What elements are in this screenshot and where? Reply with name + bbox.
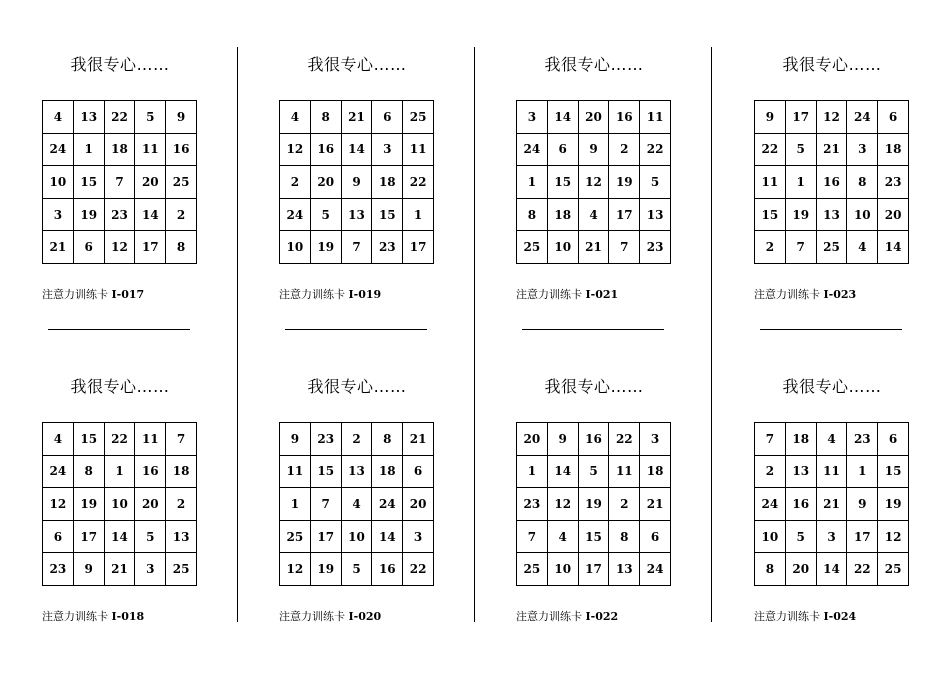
grid-cell: 24 — [755, 488, 786, 521]
grid-cell: 6 — [640, 520, 671, 553]
card-title: 我很专心…… — [307, 55, 407, 74]
grid-row — [280, 133, 434, 166]
grid-cell: 18 — [372, 166, 403, 199]
number-grid — [42, 422, 197, 586]
grid-cell: 8 — [310, 101, 341, 134]
training-card — [42, 48, 279, 370]
grid-cell: 25 — [517, 231, 548, 264]
grid-cell: 17 — [785, 101, 816, 134]
grid-cell: 7 — [310, 488, 341, 521]
grid-cell: 24 — [372, 488, 403, 521]
grid-cell: 16 — [578, 423, 609, 456]
grid-cell: 5 — [640, 166, 671, 199]
grid-row — [280, 231, 434, 264]
grid-cell: 7 — [609, 231, 640, 264]
grid-cell: 5 — [785, 520, 816, 553]
grid-cell: 12 — [878, 520, 909, 553]
grid-row — [517, 166, 671, 199]
grid-cell: 23 — [372, 231, 403, 264]
grid-cell: 4 — [43, 423, 74, 456]
grid-row — [755, 101, 909, 134]
card-separator-line — [285, 329, 427, 330]
grid-cell: 18 — [640, 455, 671, 488]
grid-cell: 23 — [104, 198, 135, 231]
grid-row — [280, 101, 434, 134]
grid-cell: 3 — [372, 133, 403, 166]
grid-cell: 20 — [578, 101, 609, 134]
grid-cell: 12 — [104, 231, 135, 264]
grid-cell: 9 — [280, 423, 311, 456]
grid-cell: 25 — [280, 520, 311, 553]
grid-cell: 4 — [547, 520, 578, 553]
grid-cell: 14 — [547, 101, 578, 134]
grid-row — [755, 198, 909, 231]
grid-cell: 7 — [517, 520, 548, 553]
grid-cell: 8 — [73, 455, 104, 488]
grid-cell: 13 — [166, 520, 197, 553]
grid-cell: 18 — [104, 133, 135, 166]
grid-cell: 21 — [816, 488, 847, 521]
grid-cell: 6 — [403, 455, 434, 488]
grid-cell: 10 — [341, 520, 372, 553]
grid-cell: 23 — [43, 553, 74, 586]
grid-cell: 3 — [816, 520, 847, 553]
grid-cell: 3 — [135, 553, 166, 586]
grid-cell: 1 — [280, 488, 311, 521]
grid-cell: 19 — [609, 166, 640, 199]
card-label-text: 注意力训练卡 — [516, 610, 582, 623]
grid-cell: 2 — [166, 198, 197, 231]
grid-cell: 18 — [547, 198, 578, 231]
grid-cell: 4 — [847, 231, 878, 264]
grid-cell: 11 — [280, 455, 311, 488]
grid-cell: 8 — [755, 553, 786, 586]
grid-cell: 3 — [517, 101, 548, 134]
grid-row — [755, 166, 909, 199]
grid-cell: 11 — [135, 133, 166, 166]
grid-cell: 25 — [403, 101, 434, 134]
grid-cell: 17 — [578, 553, 609, 586]
number-grid — [42, 100, 197, 264]
number-grid — [516, 422, 671, 586]
card-label-text: 注意力训练卡 — [42, 610, 108, 623]
grid-cell: 18 — [166, 455, 197, 488]
grid-cell: 7 — [166, 423, 197, 456]
grid-row — [43, 231, 197, 264]
grid-row — [755, 488, 909, 521]
grid-cell: 9 — [341, 166, 372, 199]
grid-cell: 8 — [517, 198, 548, 231]
grid-row — [755, 231, 909, 264]
grid-cell: 11 — [755, 166, 786, 199]
grid-cell: 22 — [847, 553, 878, 586]
grid-cell: 19 — [73, 488, 104, 521]
grid-cell: 2 — [609, 133, 640, 166]
grid-cell: 7 — [341, 231, 372, 264]
grid-cell: 6 — [878, 101, 909, 134]
grid-cell: 20 — [135, 488, 166, 521]
grid-row — [517, 455, 671, 488]
grid-cell: 15 — [310, 455, 341, 488]
card-code: I-024 — [823, 610, 857, 623]
card-label — [42, 286, 144, 302]
grid-cell: 1 — [104, 455, 135, 488]
grid-cell: 2 — [280, 166, 311, 199]
grid-cell: 5 — [578, 455, 609, 488]
grid-row — [755, 520, 909, 553]
grid-cell: 7 — [755, 423, 786, 456]
grid-cell: 14 — [135, 198, 166, 231]
card-code: I-018 — [111, 610, 145, 623]
grid-cell: 21 — [816, 133, 847, 166]
grid-cell: 23 — [847, 423, 878, 456]
grid-cell: 12 — [578, 166, 609, 199]
grid-row — [43, 101, 197, 134]
grid-cell: 21 — [578, 231, 609, 264]
training-card — [42, 370, 279, 692]
grid-cell: 17 — [403, 231, 434, 264]
grid-cell: 14 — [372, 520, 403, 553]
grid-cell: 22 — [609, 423, 640, 456]
grid-cell: 2 — [755, 455, 786, 488]
grid-cell: 19 — [310, 231, 341, 264]
grid-cell: 10 — [280, 231, 311, 264]
grid-row — [43, 488, 197, 521]
card-code: I-022 — [585, 610, 619, 623]
grid-row — [280, 553, 434, 586]
number-grid — [279, 422, 434, 586]
grid-row — [755, 423, 909, 456]
card-label-text: 注意力训练卡 — [279, 288, 345, 301]
card-code: I-020 — [348, 610, 382, 623]
card-separator-line — [48, 329, 190, 330]
grid-cell: 18 — [372, 455, 403, 488]
grid-cell: 22 — [403, 166, 434, 199]
training-card — [754, 370, 950, 692]
grid-cell: 15 — [578, 520, 609, 553]
grid-cell: 9 — [547, 423, 578, 456]
grid-cell: 5 — [785, 133, 816, 166]
grid-cell: 9 — [73, 553, 104, 586]
grid-cell: 24 — [280, 198, 311, 231]
grid-cell: 17 — [73, 520, 104, 553]
grid-cell: 19 — [785, 198, 816, 231]
card-code: I-023 — [823, 288, 857, 301]
card-separator-line — [522, 329, 664, 330]
grid-cell: 12 — [280, 133, 311, 166]
grid-cell: 13 — [609, 553, 640, 586]
grid-row — [517, 553, 671, 586]
grid-cell: 5 — [341, 553, 372, 586]
grid-cell: 12 — [280, 553, 311, 586]
grid-cell: 21 — [403, 423, 434, 456]
grid-cell: 11 — [403, 133, 434, 166]
grid-cell: 15 — [547, 166, 578, 199]
grid-cell: 14 — [104, 520, 135, 553]
grid-cell: 11 — [135, 423, 166, 456]
grid-cell: 4 — [816, 423, 847, 456]
grid-cell: 17 — [609, 198, 640, 231]
grid-cell: 19 — [73, 198, 104, 231]
grid-cell: 6 — [372, 101, 403, 134]
grid-row — [43, 133, 197, 166]
grid-cell: 2 — [166, 488, 197, 521]
card-separator-line — [760, 329, 902, 330]
grid-cell: 16 — [785, 488, 816, 521]
grid-row — [280, 166, 434, 199]
grid-row — [755, 553, 909, 586]
grid-cell: 11 — [816, 455, 847, 488]
grid-cell: 9 — [166, 101, 197, 134]
grid-cell: 14 — [341, 133, 372, 166]
grid-cell: 2 — [341, 423, 372, 456]
grid-row — [280, 520, 434, 553]
grid-cell: 4 — [43, 101, 74, 134]
grid-cell: 1 — [403, 198, 434, 231]
grid-cell: 16 — [609, 101, 640, 134]
grid-cell: 2 — [609, 488, 640, 521]
grid-row — [43, 455, 197, 488]
grid-cell: 15 — [73, 166, 104, 199]
training-card — [516, 48, 753, 370]
grid-row — [280, 455, 434, 488]
card-label — [516, 286, 618, 302]
grid-cell: 16 — [372, 553, 403, 586]
grid-cell: 6 — [878, 423, 909, 456]
grid-cell: 22 — [403, 553, 434, 586]
grid-cell: 19 — [310, 553, 341, 586]
grid-cell: 5 — [310, 198, 341, 231]
number-grid — [754, 422, 909, 586]
grid-cell: 12 — [43, 488, 74, 521]
grid-cell: 20 — [517, 423, 548, 456]
grid-cell: 25 — [166, 553, 197, 586]
card-label — [279, 608, 381, 624]
grid-cell: 11 — [609, 455, 640, 488]
grid-cell: 12 — [547, 488, 578, 521]
grid-cell: 4 — [280, 101, 311, 134]
grid-row — [517, 133, 671, 166]
grid-row — [517, 101, 671, 134]
grid-row — [280, 423, 434, 456]
grid-cell: 10 — [547, 553, 578, 586]
grid-cell: 10 — [104, 488, 135, 521]
card-label-text: 注意力训练卡 — [516, 288, 582, 301]
grid-row — [43, 423, 197, 456]
grid-cell: 9 — [847, 488, 878, 521]
card-label — [754, 608, 856, 624]
grid-row — [517, 198, 671, 231]
grid-cell: 20 — [403, 488, 434, 521]
grid-cell: 25 — [878, 553, 909, 586]
grid-cell: 10 — [43, 166, 74, 199]
grid-row — [43, 166, 197, 199]
grid-cell: 24 — [847, 101, 878, 134]
card-label — [754, 286, 856, 302]
grid-row — [517, 520, 671, 553]
grid-cell: 17 — [135, 231, 166, 264]
grid-row — [43, 520, 197, 553]
number-grid — [754, 100, 909, 264]
grid-cell: 19 — [878, 488, 909, 521]
grid-cell: 22 — [104, 101, 135, 134]
card-label-text: 注意力训练卡 — [754, 288, 820, 301]
grid-cell: 21 — [640, 488, 671, 521]
grid-cell: 9 — [755, 101, 786, 134]
grid-cell: 23 — [310, 423, 341, 456]
grid-cell: 5 — [135, 520, 166, 553]
card-title: 我很专心…… — [70, 377, 170, 396]
grid-cell: 13 — [341, 455, 372, 488]
grid-cell: 20 — [310, 166, 341, 199]
grid-cell: 13 — [73, 101, 104, 134]
grid-cell: 6 — [43, 520, 74, 553]
card-title: 我很专心…… — [544, 377, 644, 396]
grid-cell: 20 — [785, 553, 816, 586]
grid-cell: 22 — [104, 423, 135, 456]
grid-cell: 10 — [755, 520, 786, 553]
grid-cell: 20 — [878, 198, 909, 231]
grid-cell: 25 — [816, 231, 847, 264]
card-label-text: 注意力训练卡 — [42, 288, 108, 301]
number-grid — [279, 100, 434, 264]
grid-cell: 2 — [755, 231, 786, 264]
grid-row — [280, 198, 434, 231]
card-title: 我很专心…… — [307, 377, 407, 396]
grid-cell: 25 — [166, 166, 197, 199]
grid-cell: 18 — [785, 423, 816, 456]
grid-cell: 15 — [878, 455, 909, 488]
grid-cell: 13 — [816, 198, 847, 231]
grid-cell: 6 — [73, 231, 104, 264]
grid-cell: 6 — [547, 133, 578, 166]
card-label-text: 注意力训练卡 — [279, 610, 345, 623]
grid-cell: 15 — [73, 423, 104, 456]
grid-cell: 11 — [640, 101, 671, 134]
grid-cell: 17 — [310, 520, 341, 553]
grid-cell: 23 — [640, 231, 671, 264]
grid-cell: 7 — [104, 166, 135, 199]
grid-cell: 14 — [547, 455, 578, 488]
card-title: 我很专心…… — [782, 377, 882, 396]
grid-cell: 15 — [755, 198, 786, 231]
card-label — [42, 608, 144, 624]
grid-row — [517, 231, 671, 264]
grid-cell: 3 — [640, 423, 671, 456]
grid-cell: 9 — [578, 133, 609, 166]
grid-cell: 12 — [816, 101, 847, 134]
grid-cell: 13 — [341, 198, 372, 231]
card-label — [516, 608, 618, 624]
number-grid — [516, 100, 671, 264]
card-title: 我很专心…… — [544, 55, 644, 74]
grid-cell: 4 — [578, 198, 609, 231]
grid-cell: 16 — [816, 166, 847, 199]
grid-cell: 1 — [517, 166, 548, 199]
grid-cell: 18 — [878, 133, 909, 166]
grid-cell: 3 — [847, 133, 878, 166]
grid-cell: 8 — [609, 520, 640, 553]
training-card — [754, 48, 950, 370]
training-card — [279, 48, 516, 370]
card-title: 我很专心…… — [70, 55, 170, 74]
grid-row — [755, 455, 909, 488]
grid-cell: 25 — [517, 553, 548, 586]
grid-cell: 21 — [104, 553, 135, 586]
grid-row — [517, 488, 671, 521]
grid-cell: 23 — [878, 166, 909, 199]
grid-cell: 16 — [135, 455, 166, 488]
grid-cell: 10 — [547, 231, 578, 264]
grid-cell: 4 — [341, 488, 372, 521]
grid-cell: 16 — [310, 133, 341, 166]
grid-cell: 15 — [372, 198, 403, 231]
grid-cell: 24 — [43, 133, 74, 166]
card-code: I-017 — [111, 288, 145, 301]
grid-cell: 23 — [517, 488, 548, 521]
grid-cell: 24 — [43, 455, 74, 488]
grid-cell: 1 — [785, 166, 816, 199]
grid-cell: 1 — [517, 455, 548, 488]
grid-cell: 13 — [785, 455, 816, 488]
grid-cell: 24 — [517, 133, 548, 166]
grid-cell: 1 — [847, 455, 878, 488]
grid-cell: 24 — [640, 553, 671, 586]
grid-cell: 22 — [755, 133, 786, 166]
grid-cell: 3 — [43, 198, 74, 231]
grid-cell: 20 — [135, 166, 166, 199]
card-code: I-019 — [348, 288, 382, 301]
grid-row — [280, 488, 434, 521]
grid-cell: 1 — [73, 133, 104, 166]
training-card — [279, 370, 516, 692]
card-label — [279, 286, 381, 302]
grid-cell: 22 — [640, 133, 671, 166]
grid-row — [755, 133, 909, 166]
grid-cell: 14 — [878, 231, 909, 264]
grid-cell: 14 — [816, 553, 847, 586]
grid-row — [43, 198, 197, 231]
grid-cell: 5 — [135, 101, 166, 134]
grid-cell: 13 — [640, 198, 671, 231]
grid-cell: 3 — [403, 520, 434, 553]
grid-cell: 21 — [341, 101, 372, 134]
training-card — [516, 370, 753, 692]
grid-cell: 8 — [372, 423, 403, 456]
grid-cell: 8 — [166, 231, 197, 264]
grid-cell: 19 — [578, 488, 609, 521]
grid-cell: 10 — [847, 198, 878, 231]
grid-cell: 8 — [847, 166, 878, 199]
card-code: I-021 — [585, 288, 619, 301]
grid-cell: 17 — [847, 520, 878, 553]
grid-cell: 16 — [166, 133, 197, 166]
card-title: 我很专心…… — [782, 55, 882, 74]
grid-row — [43, 553, 197, 586]
grid-row — [517, 423, 671, 456]
grid-cell: 7 — [785, 231, 816, 264]
grid-cell: 21 — [43, 231, 74, 264]
card-label-text: 注意力训练卡 — [754, 610, 820, 623]
